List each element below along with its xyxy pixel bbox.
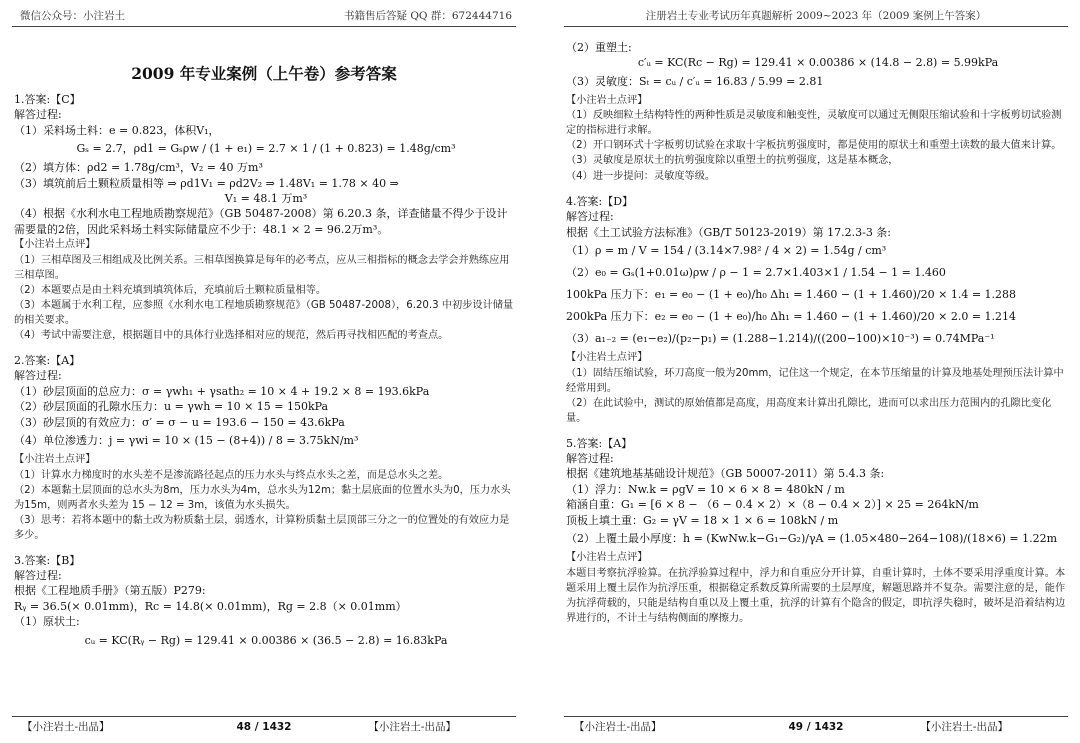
- comment-line: （3）本题属于水利工程，应参照《水利水电工程地质勘察规范》（GB 50487-2008），6.20.3 中初步设计储量的相关要求。: [14, 300, 514, 327]
- text-line: 根据《工程地质手册》（第五版）P279:: [14, 584, 206, 598]
- comment-heading: 【小注岩土点评】: [566, 552, 648, 564]
- footer-brand: 【小注岩土-出品】: [22, 721, 110, 733]
- answer-2-heading: 2.答案:【A】: [14, 354, 81, 368]
- formula-line: （1）ρ = m / V = 154 / (3.14×7.98² / 4 × 2) = 1.54g / cm³: [566, 244, 887, 258]
- right-page-body: [566, 40, 1070, 626]
- formula-line: （4）单位渗透力：j = γwi = 10 × (15 − (8+4)) / 8 = 3.75kN/m³: [14, 434, 359, 448]
- text-line: （1）采料场土料：e = 0.823，体积V₁，: [14, 123, 220, 137]
- comment-heading: 【小注岩土点评】: [14, 454, 96, 466]
- comment-line: （2）开口钢环式十字板剪切试验在求取十字板抗剪强度时，都是使用的原状土和重塑土读数的最大值来计算。: [566, 140, 1062, 152]
- formula-line: Gₛ = 2.7，ρd1 = Gₛρw / (1 + e₁) = 2.7 × 1 / (1 + 0.823) = 1.48g/cm³: [76, 142, 456, 156]
- formula-line: 100kPa 压力下：e₁ = e₀ − (1 + e₀)/h₀ Δh₁ = 1.460 − (1 + 1.460)/20 × 1.4 = 1.288: [566, 288, 1017, 302]
- page-gutter: [528, 0, 552, 743]
- left-page: [0, 0, 528, 743]
- solution-label: 解答过程:: [566, 452, 614, 466]
- answer-3-heading: 3.答案:【B】: [14, 553, 81, 567]
- book-title-header: 注册岩土专业考试历年真题解析 2009~2023 年（2009 案例上午答案）: [645, 10, 987, 22]
- left-page-body: [14, 88, 518, 652]
- answer-5-heading: 5.答案:【A】: [566, 436, 633, 450]
- footer-brand: 【小注岩土-出品】: [920, 721, 1008, 733]
- solution-label: 解答过程:: [566, 210, 614, 224]
- formula-line: （1）砂层顶面的总应力：σ = γwh₁ + γsath₂ = 10 × 4 + 19.2 × 8 = 193.6kPa: [14, 384, 430, 398]
- comment-line: （1）固结压缩试验，环刀高度一般为20mm，记住这一个规定，在本节压缩量的计算及地基处理预压法计算中经常用到。: [566, 367, 1064, 394]
- comment-paragraph: 本题目考察抗浮验算。在抗浮验算过程中，浮力和自重应分开计算，自重计算时，土体不要采用浮重度计算。本题采用上覆土层作为抗浮压重，根据稳定系数反算所需要的土层厚度，解题思路并不复杂。需要注意的是，能作为抗浮荷载的，只能是结构自重以及上覆土重，抗浮的计算有个隐含的假定，即抗浮失稳时，破坏是沿着结构边界进行的，不计土与结构侧面的摩擦力。: [566, 567, 1066, 624]
- qq-group-label: 书籍售后答疑 QQ 群：672444716: [343, 10, 512, 22]
- footer-brand: 【小注岩土-出品】: [574, 721, 662, 733]
- comment-line: （2）本题黏土层顶面的总水头为8m，压力水头为4m，总水头为12m；黏土层底面的位置水头为0，压力水头为15m，则两者水头差为 15 − 12 = 3m，该值为水头损失。: [14, 484, 511, 511]
- formula-line: 200kPa 压力下：e₂ = e₀ − (1 + e₀)/h₀ Δh₁ = 1.460 − (1 + 1.460)/20 × 2.0 = 1.214: [566, 310, 1017, 324]
- footer-brand: 【小注岩土-出品】: [368, 721, 456, 733]
- page-title: 2009 年专业案例（上午卷）参考答案: [131, 64, 397, 83]
- formula-line: （1）浮力：Nw.k = ρgV = 10 × 6 × 8 = 480kN / m: [566, 482, 845, 496]
- comment-heading: 【小注岩土点评】: [566, 352, 648, 364]
- comment-line: （1）反映细粒土结构特性的两种性质是灵敏度和触变性，灵敏度可以通过无侧限压缩试验和十字板剪切试验测定的指标进行求解。: [566, 110, 1062, 137]
- text-line: （2）重塑土:: [566, 41, 632, 54]
- formula-line: （3）a₁₋₂ = (e₁−e₂)/(p₂−p₁) = (1.288−1.214)/((200−100)×10⁻³) = 0.74MPa⁻¹: [566, 332, 995, 346]
- comment-heading: 【小注岩土点评】: [566, 94, 648, 106]
- comment-line: （1）计算水力梯度时的水头差不是渗流路径起点的压力水头与终点水头之差，而是总水头之差。: [14, 469, 449, 481]
- formula-line: （3）砂层顶的有效应力：σ′ = σ − u = 193.6 − 150 = 43.6kPa: [14, 415, 345, 429]
- right-page-footer: [564, 716, 1068, 733]
- solution-label: 解答过程:: [14, 108, 62, 122]
- formula-line: （2）上覆土最小厚度：h = (KwNw.k−G₁−G₂)/γA = (1.05×480−264−108)/(18×6) = 1.22m: [566, 532, 1058, 546]
- text-line: 根据《土工试验方法标准》（GB/T 50123-2019）第 17.2.3-3 条:: [566, 225, 892, 239]
- answer-4-heading: 4.答案:【D】: [566, 195, 634, 209]
- text-line: 根据《建筑地基基础设计规范》（GB 50007-2011）第 5.4.3 条:: [566, 467, 885, 481]
- wechat-account-label: 微信公众号：小注岩土: [20, 10, 125, 22]
- comment-line: （4）考试中需要注意，根据题目中的具体行业选择相对应的规范，然后再寻找相匹配的考查点。: [14, 330, 449, 342]
- solution-label: 解答过程:: [14, 568, 62, 582]
- formula-line: V₁ = 48.1 万m³: [224, 192, 308, 206]
- formula-line: （2）砂层顶面的孔隙水压力：u = γwh = 10 × 15 = 150kPa: [14, 400, 329, 414]
- comment-line: （2）在此试验中，测试的原始值都是高度，用高度来计算出孔隙比，进而可以求出压力范围内的孔隙比变化量。: [566, 397, 1052, 424]
- formula-line: （2）e₀ = Gₛ(1+0.01ω)ρw / ρ − 1 = 2.7×1.403×1 / 1.54 − 1 = 1.460: [566, 266, 946, 280]
- page-number: 48 / 1432: [236, 721, 292, 733]
- formula-line: 顶板上填土重：G₂ = γV = 18 × 1 × 6 = 108kN / m: [566, 513, 839, 527]
- formula-line: cᵤ = KC(Rᵧ − Rg) = 129.41 × 0.00386 × (36.5 − 2.8) = 16.83kPa: [84, 633, 448, 647]
- left-page-footer: [12, 716, 516, 733]
- right-page: [552, 0, 1080, 743]
- comment-line: （2）本题要点是由土料充填到填筑体后，充填前后土颗粒质量相等。: [14, 284, 327, 296]
- formula-line: c′ᵤ = KC(Rc − Rg) = 129.41 × 0.00386 × (14.8 − 2.8) = 5.99kPa: [637, 56, 999, 70]
- comment-line: （3）灵敏度是原状土的抗剪强度除以重塑土的抗剪强度，这是基本概念，: [566, 155, 899, 167]
- formula-line: Rᵧ = 36.5(× 0.01mm)，Rc = 14.8(× 0.01mm)，Rg = 2.8（× 0.01mm）: [14, 599, 407, 613]
- comment-line: （4）进一步提问：灵敏度等级。: [566, 170, 716, 182]
- comment-line: （1）三相草图及三相组成及比例关系。三相草图换算是每年的必考点，应从三相指标的概念去学会并熟练应用三相草图。: [14, 254, 510, 281]
- page-number: 49 / 1432: [788, 721, 844, 733]
- formula-line: （3）灵敏度：Sₜ = cᵤ / c′ᵤ = 16.83 / 5.99 = 2.81: [566, 74, 824, 88]
- left-page-header: [12, 8, 516, 27]
- text-line: （3）填筑前后土颗粒质量相等 ⇒ ρd1V₁ = ρd2V₂ ⇒ 1.48V₁ = 1.78 × 40 ⇒: [14, 176, 399, 190]
- formula-line: 箱涵自重：G₁ = [6 × 8 − （6 − 0.4 × 2）×（8 − 0.4 × 2）] × 25 = 264kN/m: [566, 498, 979, 512]
- text-line: （4）根据《水利水电工程地质勘察规范》（GB 50487-2008）第 6.20.3 条，详查储量不得少于设计需要量的2倍，因此采料场土料实际储量应不少于：48.1 × 2 = 96.2万m³。: [14, 207, 508, 236]
- right-page-header: [564, 8, 1068, 27]
- comment-heading: 【小注岩土点评】: [14, 239, 96, 251]
- solution-label: 解答过程:: [14, 369, 62, 383]
- answer-1-heading: 1.答案:【C】: [14, 93, 81, 106]
- text-line: （2）填方体：ρd2 = 1.78g/cm³，V₂ = 40 万m³: [14, 161, 263, 175]
- text-line: （1）原状土:: [14, 615, 80, 629]
- comment-line: （3）思考：若将本题中的黏土改为粉质黏土层，弱透水，计算粉质黏土层顶部三分之一的位置处的有效应力是多少。: [14, 514, 510, 541]
